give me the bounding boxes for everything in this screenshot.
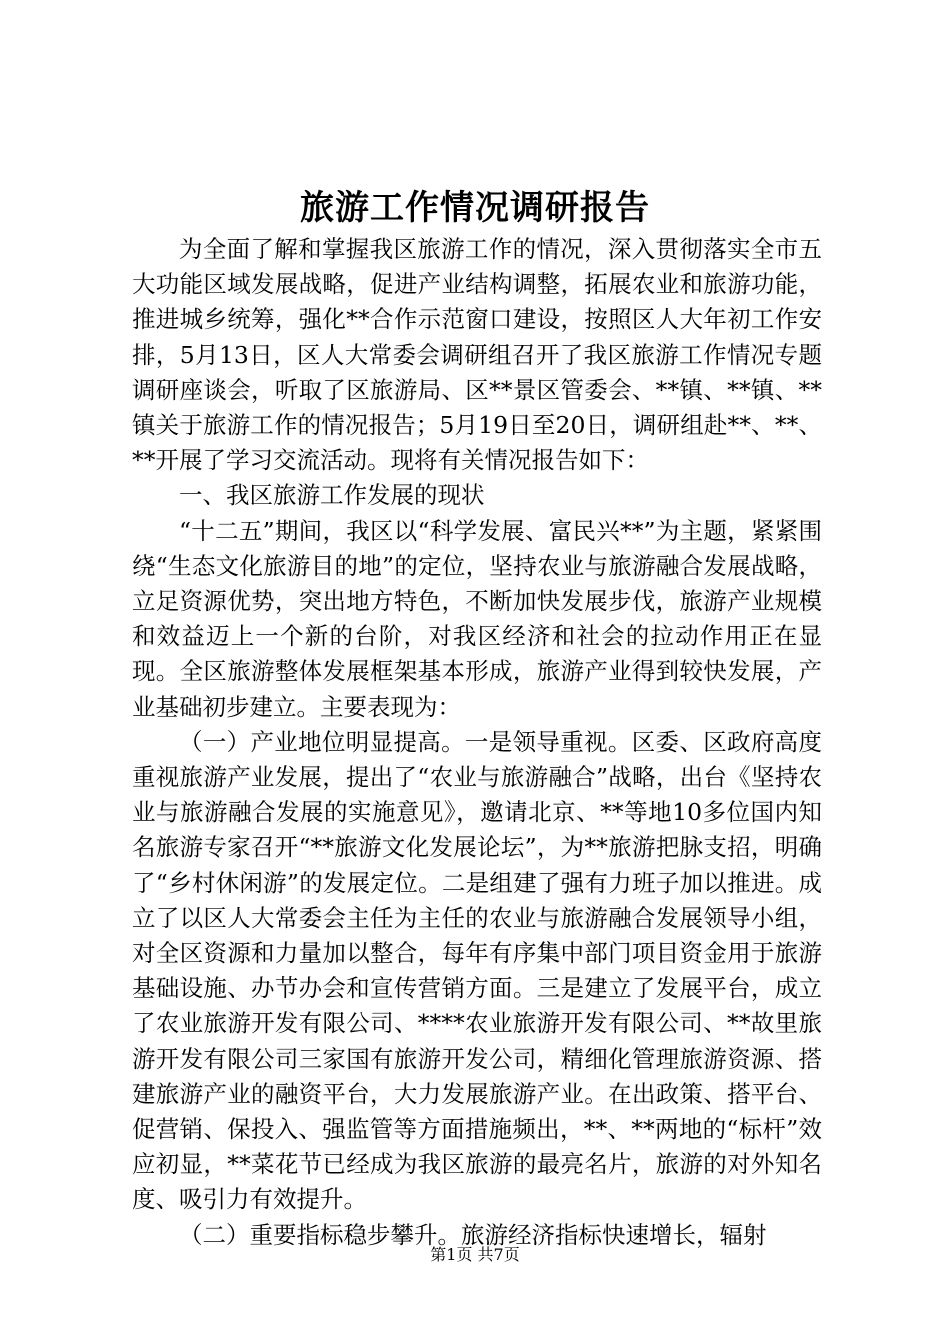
page-number-footer: 第1页 共7页 [430, 1245, 520, 1264]
paragraph-overview: “十二五”期间，我区以“科学发展、富民兴**”为主题，紧紧围绕“生态文化旅游目的地”的定位，坚持农业与旅游融合发展战略，立足资源优势，突出地方特色，不断加快发展步伐，旅游产业规模和效益迈上一个新的台阶，对我区经济和社会的拉动作用正在显现。全区旅游整体发展框架基本形成，旅游产业得到较快发展，产业基础初步建立。主要表现为： [132, 516, 822, 721]
paragraph-intro: 为全面了解和掌握我区旅游工作的情况，深入贯彻落实全市五大功能区域发展战略，促进产业结构调整，拓展农业和旅游功能，推进城乡统筹，强化**合作示范窗口建设，按照区人大年初工作安排，5月13日，区人大常委会调研组召开了我区旅游工作情况专题调研座谈会，听取了区旅游局、区**景区管委会、**镇、**镇、**镇关于旅游工作的情况报告；5月19日至20日，调研组赴**、**、**开展了学习交流活动。现将有关情况报告如下： [132, 235, 822, 475]
document-title: 旅游工作情况调研报告 [300, 188, 650, 228]
section-heading-status: 一、我区旅游工作发展的现状 [179, 481, 485, 510]
document-body [132, 232, 822, 1253]
paragraph-indicators: （二）重要指标稳步攀升。旅游经济指标快速增长，辐射 [179, 1220, 767, 1249]
paragraph-industry-status: （一）产业地位明显提高。一是领导重视。区委、区政府高度重视旅游产业发展，提出了“农业与旅游融合”战略，出台《坚持农业与旅游融合发展的实施意见》，邀请北京、**等地10多位国内知名旅游专家召开“**旅游文化发展论坛”，为**旅游把脉支招，明确了“乡村休闲游”的发展定位。二是组建了强有力班子加以推进。成立了以区人大常委会主任为主任的农业与旅游融合发展领导小组，对全区资源和力量加以整合，每年有序集中部门项目资金用于旅游基础设施、办节办会和宣传营销方面。三是建立了发展平台，成立了农业旅游开发有限公司、****农业旅游开发有限公司、**故里旅游开发有限公司三家国有旅游开发公司，精细化管理旅游资源、搭建旅游产业的融资平台，大力发展旅游产业。在出政策、搭平台、促营销、保投入、强监管等方面措施频出，**、**两地的“标杆”效应初显，**菜花节已经成为我区旅游的最亮名片，旅游的对外知名度、吸引力有效提升。 [132, 727, 822, 1214]
